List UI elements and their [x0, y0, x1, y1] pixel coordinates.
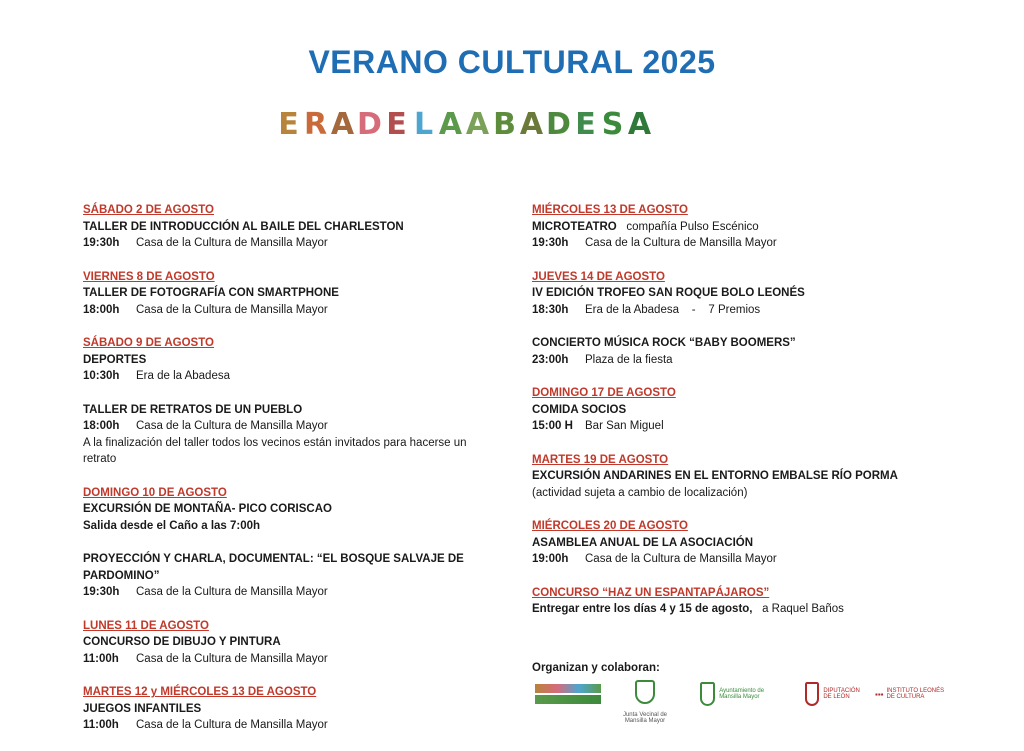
event-time: 11:00h: [83, 719, 119, 731]
logo-letter: E: [575, 107, 596, 142]
event-title: [83, 634, 493, 651]
event-title: [83, 701, 493, 718]
event-title-text: TALLER DE FOTOGRAFÍA CON SMARTPHONE: [83, 287, 339, 299]
event-entry: [532, 385, 972, 435]
event-time-row: [532, 352, 972, 369]
event-time: 19:00h: [532, 553, 569, 565]
event-title: [83, 285, 493, 302]
event-subtitle: a Raquel Baños: [762, 603, 844, 615]
event-entry: [532, 335, 972, 368]
event-date: DOMINGO 10 DE AGOSTO: [83, 486, 227, 499]
event-time: 19:30h: [83, 586, 120, 598]
event-time-row: [532, 235, 972, 252]
event-date: SÁBADO 2 DE AGOSTO: [83, 204, 214, 216]
event-time: 18:00h: [83, 303, 120, 316]
event-date: CONCURSO “HAZ UN ESPANTAPÁJAROS”: [532, 586, 770, 599]
event-entry: [83, 684, 493, 734]
logo-letter: E: [278, 107, 299, 142]
event-time: 11:00h: [83, 652, 119, 665]
abadesa-small-logo: [535, 684, 601, 704]
event-entry: [83, 485, 493, 535]
junta-vecinal-logo: [615, 680, 675, 724]
event-entry: [532, 585, 972, 618]
schedule-left-column: [83, 202, 493, 751]
event-entry: [83, 202, 493, 252]
event-place: Casa de la Cultura de Mansilla Mayor: [136, 586, 328, 598]
diputacion-logo: [805, 682, 865, 706]
event-date: LUNES 11 DE AGOSTO: [83, 619, 209, 632]
event-time-row: [83, 418, 493, 435]
era-de-la-abadesa-logo: [276, 107, 652, 143]
event-entry: [83, 335, 493, 385]
event-title-text: Entregar entre los días 4 y 15 de agosto,: [532, 603, 753, 615]
ilc-icon: ▪▪▪: [875, 689, 884, 699]
event-entry: [83, 269, 493, 319]
event-time-row: [532, 551, 972, 568]
event-place: Casa de la Cultura de Mansilla Mayor: [136, 719, 328, 731]
instituto-logo: [875, 688, 945, 700]
event-time-row: [83, 302, 493, 319]
event-date: MARTES 19 DE AGOSTO: [532, 453, 669, 466]
event-title: [532, 219, 972, 236]
event-time: 19:30h: [532, 237, 569, 249]
logo-letter: A: [330, 107, 355, 142]
logo-letter: S: [601, 107, 624, 142]
junta-vecinal-label: Junta Vecinal de Mansilla Mayor: [622, 712, 668, 724]
event-place: Bar San Miguel: [585, 420, 664, 432]
event-subtitle: compañía Pulso Escénico: [626, 220, 759, 233]
logo-letter: A: [519, 107, 544, 142]
event-title: [532, 402, 972, 419]
event-title: [532, 601, 972, 618]
diputacion-label: DIPUTACIÓN DE LEÓN: [823, 688, 860, 700]
event-entry: [532, 518, 972, 568]
event-title: [532, 335, 972, 352]
ayuntamiento-label: Ayuntamiento de Mansilla Mayor: [719, 688, 765, 700]
event-title: [83, 402, 493, 419]
event-date: MIÉRCOLES 20 DE AGOSTO: [532, 520, 688, 532]
event-date: MIÉRCOLES 13 DE AGOSTO: [532, 204, 688, 216]
event-place: Casa de la Cultura de Mansilla Mayor: [585, 553, 777, 565]
event-note: A la finalización del taller todos los vecinos están invitados para hacerse un retrato: [83, 436, 467, 465]
event-place: Era de la Abadesa: [136, 370, 230, 382]
organizers-label: Organizan y colaboran:: [532, 662, 660, 674]
logo-letter: E: [386, 107, 407, 142]
event-title: [83, 501, 493, 518]
event-time: 18:00h: [83, 420, 120, 432]
shield-icon: [635, 680, 655, 704]
event-time-row: [83, 368, 493, 385]
event-title-text: ASAMBLEA ANUAL DE LA ASOCIACIÓN: [532, 536, 754, 549]
event-time: 23:00h: [532, 353, 569, 366]
logo-letter: A: [465, 107, 490, 142]
event-entry: [83, 551, 493, 601]
event-title-text: EXCURSIÓN ANDARINES EN EL ENTORNO EMBALSE RÍO PORMA: [532, 470, 898, 482]
event-place: Casa de la Cultura de Mansilla Mayor: [136, 237, 328, 249]
logo-letter: L: [413, 107, 434, 142]
event-title-text: DEPORTES: [83, 353, 147, 366]
logo-letter: A: [438, 107, 463, 142]
ayuntamiento-logo: [700, 682, 780, 706]
event-place: Casa de la Cultura de Mansilla Mayor: [136, 420, 328, 432]
instituto-label: INSTITUTO LEONÉS DE CULTURA: [886, 688, 945, 700]
event-place: Era de la Abadesa - 7 Premios: [585, 303, 761, 316]
logo-letter: D: [546, 107, 571, 142]
shield-icon: [700, 682, 715, 706]
event-entry: [532, 202, 972, 252]
event-entry: [83, 618, 493, 668]
event-title: [83, 352, 493, 369]
event-title-text: MICROTEATRO: [532, 220, 617, 233]
event-time: 15:00 H: [532, 420, 573, 432]
event-title: [83, 551, 493, 584]
event-place: Casa de la Cultura de Mansilla Mayor: [585, 237, 777, 249]
event-entry: [532, 452, 972, 502]
event-title-text: TALLER DE RETRATOS DE UN PUEBLO: [83, 403, 303, 416]
event-detail: Salida desde el Caño a las 7:00h: [83, 519, 261, 532]
event-title-text: CONCIERTO MÚSICA ROCK “BABY BOOMERS”: [532, 337, 796, 349]
schedule-right-column: [532, 202, 972, 635]
event-title-text: CONCURSO DE DIBUJO Y PINTURA: [83, 636, 281, 648]
organizer-logos: [535, 680, 955, 730]
event-place: Casa de la Cultura de Mansilla Mayor: [136, 652, 328, 665]
event-time-row: [532, 302, 972, 319]
event-time-row: [83, 235, 493, 252]
event-title-text: EXCURSIÓN DE MONTAÑA- PICO CORISCAO: [83, 503, 332, 515]
event-date: MARTES 12 y MIÉRCOLES 13 DE AGOSTO: [83, 686, 317, 698]
logo-letter: R: [303, 107, 328, 142]
page-title: VERANO CULTURAL 2025: [308, 44, 716, 80]
event-title: [532, 535, 972, 552]
event-title-text: COMIDA SOCIOS: [532, 403, 627, 416]
event-title-text: IV EDICIÓN TROFEO SAN ROQUE BOLO LEONÉS: [532, 287, 805, 299]
event-title-text: TALLER DE INTRODUCCIÓN AL BAILE DEL CHARLESTON: [83, 220, 404, 233]
event-time-row: [532, 418, 972, 435]
event-note: (actividad sujeta a cambio de localización): [532, 486, 748, 499]
event-date: SÁBADO 9 DE AGOSTO: [83, 337, 214, 349]
event-date: JUEVES 14 DE AGOSTO: [532, 270, 665, 283]
event-title-text: JUEGOS INFANTILES: [83, 702, 202, 715]
event-title-text: PROYECCIÓN Y CHARLA, DOCUMENTAL: “EL BOSQUE SALVAJE DE PARDOMINO”: [83, 553, 464, 582]
event-entry: [532, 269, 972, 319]
event-date: DOMINGO 17 DE AGOSTO: [532, 387, 676, 399]
event-time-row: [83, 717, 493, 734]
event-title: [83, 219, 493, 236]
logo-letter: A: [627, 107, 652, 142]
event-place: Casa de la Cultura de Mansilla Mayor: [136, 303, 328, 316]
logo-letter: B: [493, 107, 516, 142]
event-time-row: [83, 651, 493, 668]
event-place: Plaza de la fiesta: [585, 353, 673, 366]
event-time: 19:30h: [83, 237, 120, 249]
event-date: VIERNES 8 DE AGOSTO: [83, 270, 215, 283]
event-time: 18:30h: [532, 303, 569, 316]
event-time-row: [83, 584, 493, 601]
logo-letter: D: [357, 107, 382, 142]
event-title: [532, 285, 972, 302]
event-title: [532, 468, 972, 485]
event-time: 10:30h: [83, 370, 120, 382]
event-entry: [83, 402, 493, 468]
shield-icon: [805, 682, 819, 706]
